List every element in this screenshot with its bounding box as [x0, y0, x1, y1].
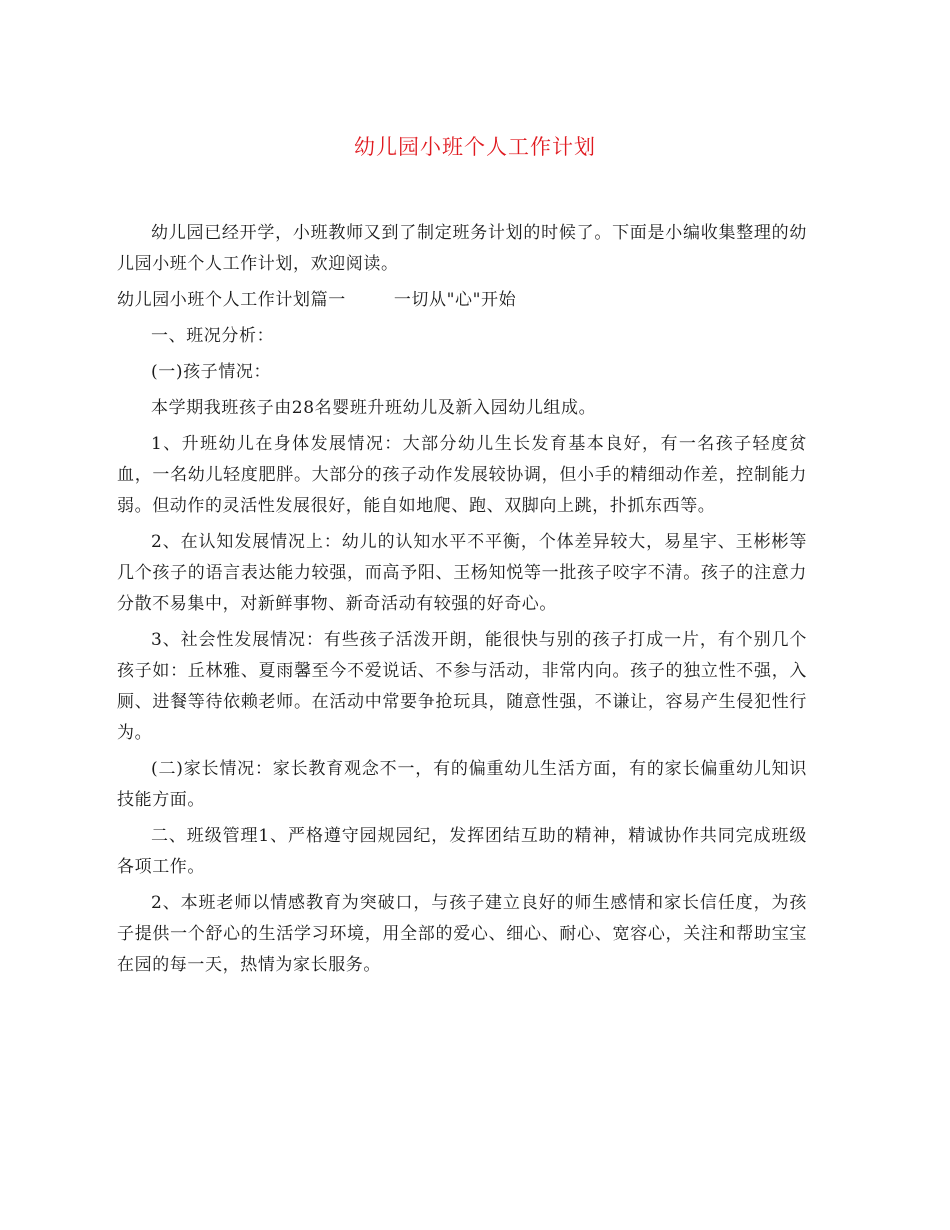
paragraph-cognitive-development: 2、在认知发展情况上：幼儿的认知水平不平衡，个体差异较大，易星宇、王彬彬等几个孩子的语言表达能力较强，而高予阳、王杨知悦等一批孩子咬字不清。孩子的注意力分散不易集中，对新鲜事物、新奇活动有较强的好奇心。	[117, 532, 807, 614]
paragraph-teacher-approach: 2、本班老师以情感教育为突破口，与孩子建立良好的师生感情和家长信任度，为孩子提供一个舒心的生活学习环境，用全部的爱心、细心、耐心、宽容心，关注和帮助宝宝在园的每一天，热情为家长服务。	[117, 893, 807, 975]
paragraph-social-development: 3、社会性发展情况：有些孩子活泼开朗，能很快与别的孩子打成一片，有个别几个孩子如：丘林雅、夏雨馨至今不爱说话、不参与活动，非常内向。孩子的独立性不强，入厕、进餐等待依赖老师。在活动中常要争抢玩具，随意性强，不谦让，容易产生侵犯性行为。	[117, 630, 807, 743]
document-body	[117, 218, 807, 986]
paragraph-children-situation: (一)孩子情况：	[151, 362, 272, 382]
paragraph-physical-development: 1、升班幼儿在身体发展情况：大部分幼儿生长发育基本良好，有一名孩子轻度贫血，一名幼儿轻度肥胖。大部分的孩子动作发展较协调，但小手的精细动作差，控制能力弱。但动作的灵活性发展很好，能自如地爬、跑、双脚向上跳，扑抓东西等。	[117, 434, 807, 516]
paragraph-class-composition: 本学期我班孩子由28名婴班升班幼儿及新入园幼儿组成。	[151, 398, 597, 418]
paragraph-class-management: 二、班级管理1、严格遵守园规园纪，发挥团结互助的精神，精诚协作共同完成班级各项工作。	[117, 826, 807, 877]
intro-paragraph: 幼儿园已经开学，小班教师又到了制定班务计划的时候了。下面是小编收集整理的幼儿园小班个人工作计划，欢迎阅读。	[117, 223, 807, 274]
paragraph-class-analysis: 一、班况分析：	[151, 326, 275, 346]
section-title: 幼儿园小班个人工作计划篇一	[117, 290, 346, 310]
document-title: 幼儿园小班个人工作计划	[354, 135, 596, 159]
section-heading	[117, 285, 807, 321]
paragraph-parents-situation: (二)家长情况：家长教育观念不一，有的偏重幼儿生活方面，有的家长偏重幼儿知识技能方面。	[117, 759, 807, 810]
section-subtitle: 一切从"心"开始	[393, 290, 517, 310]
